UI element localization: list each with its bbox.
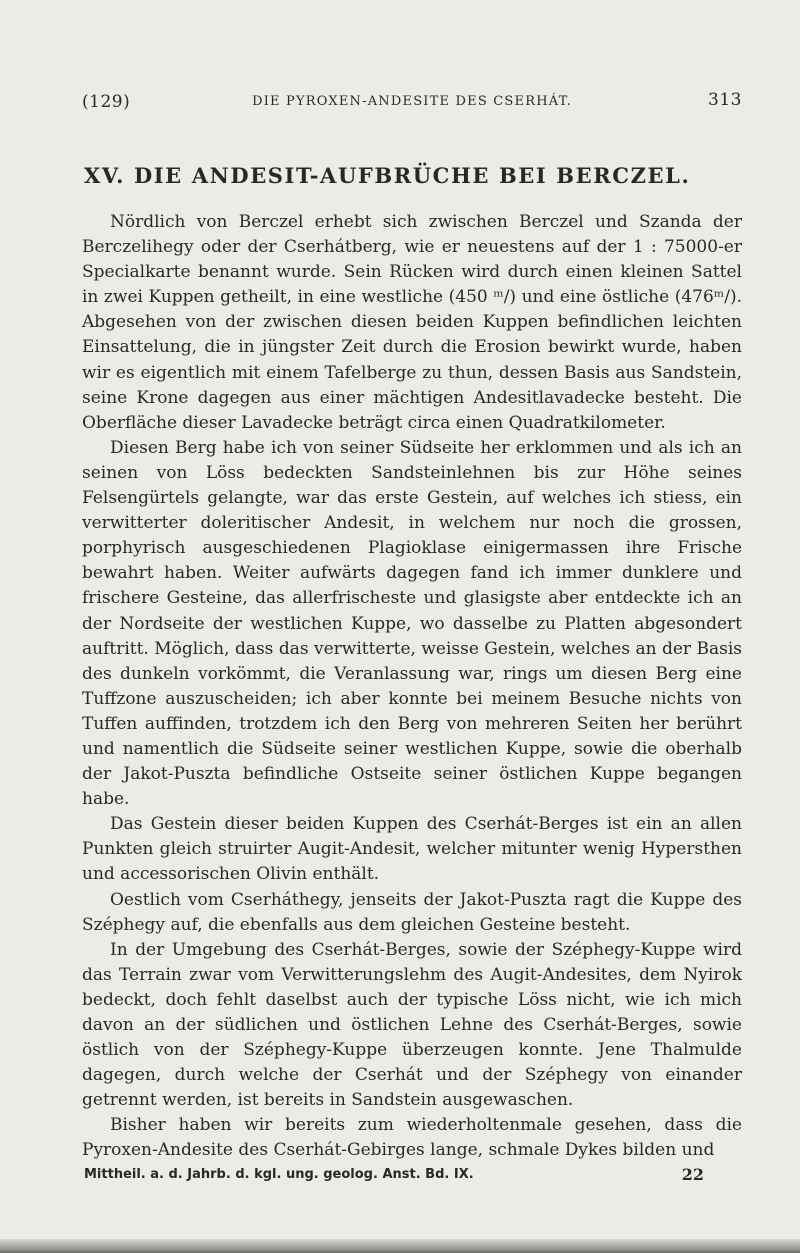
scan-bottom-edge — [0, 1239, 800, 1253]
paragraph-3: Das Gestein dieser beiden Kuppen des Cserhát-Berges ist ein an allen Punkten gleich struirter Augit-Andesit, welcher mitunter wenig Hypersthen und accessorischen Olivin enthält. — [82, 814, 742, 885]
running-title: DIE PYROXEN-ANDESITE DES CSERHÁT. — [252, 94, 572, 109]
signature-mark: 22 — [681, 1165, 704, 1184]
page-number-right: 313 — [708, 90, 742, 110]
paragraph-2: Diesen Berg habe ich von seiner Südseite her erklommen und als ich an seinen von Löss bedeckten Sandsteinlehnen bis zur Höhe seines Felsengürtels gelangte, war das erste Gestein, auf welches ich stiess, ein verwitterter doleritischer Andesit, in welchem nur noch die grossen, porphyrisch ausgeschiedenen Plagioklase einigermassen ihre Frische bewahrt haben. Weiter aufwärts dagegen fand ich immer dunklere und frischere Gesteine, das allerfrischeste und glasigste aber entdeckte ich an der Nordseite der westlichen Kuppe, wo dasselbe zu Platten abgesondert auftritt. Möglich, dass das verwitterte, weisse Gestein, welches an der Basis des dunkeln vorkömmt, die Veranlassung war, rings um diesen Berg eine Tuffzone auszuscheiden; ich aber konnte bei meinem Besuche nichts von Tuffen auffinden, trotzdem ich den Berg von mehreren Seiten her berührt und namentlich die Südseite seiner westlichen Kuppe, sowie die oberhalb der Jakot-Puszta befindliche Ostseite seiner östlichen Kuppe begangen habe. — [82, 437, 742, 810]
paragraph-4: Oestlich vom Cserháthegy, jenseits der Jakot-Puszta ragt die Kuppe des Széphegy auf, die ebenfalls aus dem gleichen Gesteine besteht. — [82, 889, 742, 935]
footer-note: Mittheil. a. d. Jahrb. d. kgl. ung. geolog. Anst. Bd. IX. — [84, 1167, 474, 1182]
paragraph-5: In der Umgebung des Cserhát-Berges, sowie der Széphegy-Kuppe wird das Terrain zwar vom Verwitterungslehm des Augit-Andesites, dem Nyirok bedeckt, doch fehlt daselbst auch der typische Löss nicht, wie ich mich davon an der südlichen und östlichen Lehne des Cserhát-Berges, sowie östlich von der Széphegy-Kuppe überzeugen konnte. Jene Thalmulde dagegen, durch welche der Cserhát und der Széphegy von einander getrennt werden, ist bereits in Sandstein ausgewaschen. — [82, 939, 742, 1111]
paragraph-1: Nördlich von Berczel erhebt sich zwischen Berczel und Szanda der Berczelihegy oder der Cserhátberg, wie er neuestens auf der 1 : 75000-er Specialkarte benannt wurde. Sein Rücken wird durch einen kleinen Sattel in zwei Kuppen getheilt, in eine westliche (450 ᵐ/) und eine östliche (476ᵐ/). Abgesehen von der zwischen diesen beiden Kuppen befindlichen leichten Einsattelung, die in jüngster Zeit durch die Erosion bewirkt wurde, haben wir es eigentlich mit einem Tafelberge zu thun, dessen Basis aus Sandstein, seine Krone dagegen aus einer mächtigen Andesitlavadecke besteht. Die Oberfläche dieser Lavadecke beträgt circa einen Quadratkilometer. — [82, 212, 742, 433]
page-footer — [84, 1167, 704, 1187]
page-header — [82, 88, 742, 114]
section-title: XV. DIE ANDESIT-AUFBRÜCHE BEI BERCZEL. — [84, 163, 691, 188]
body-text — [82, 210, 742, 1164]
paragraph-6: Bisher haben wir bereits zum wiederholtenmale gesehen, dass die Pyroxen-Andesite des Cserhát-Gebirges lange, schmale Dykes bilden und — [82, 1115, 742, 1161]
page-number-left: (129) — [82, 92, 131, 112]
